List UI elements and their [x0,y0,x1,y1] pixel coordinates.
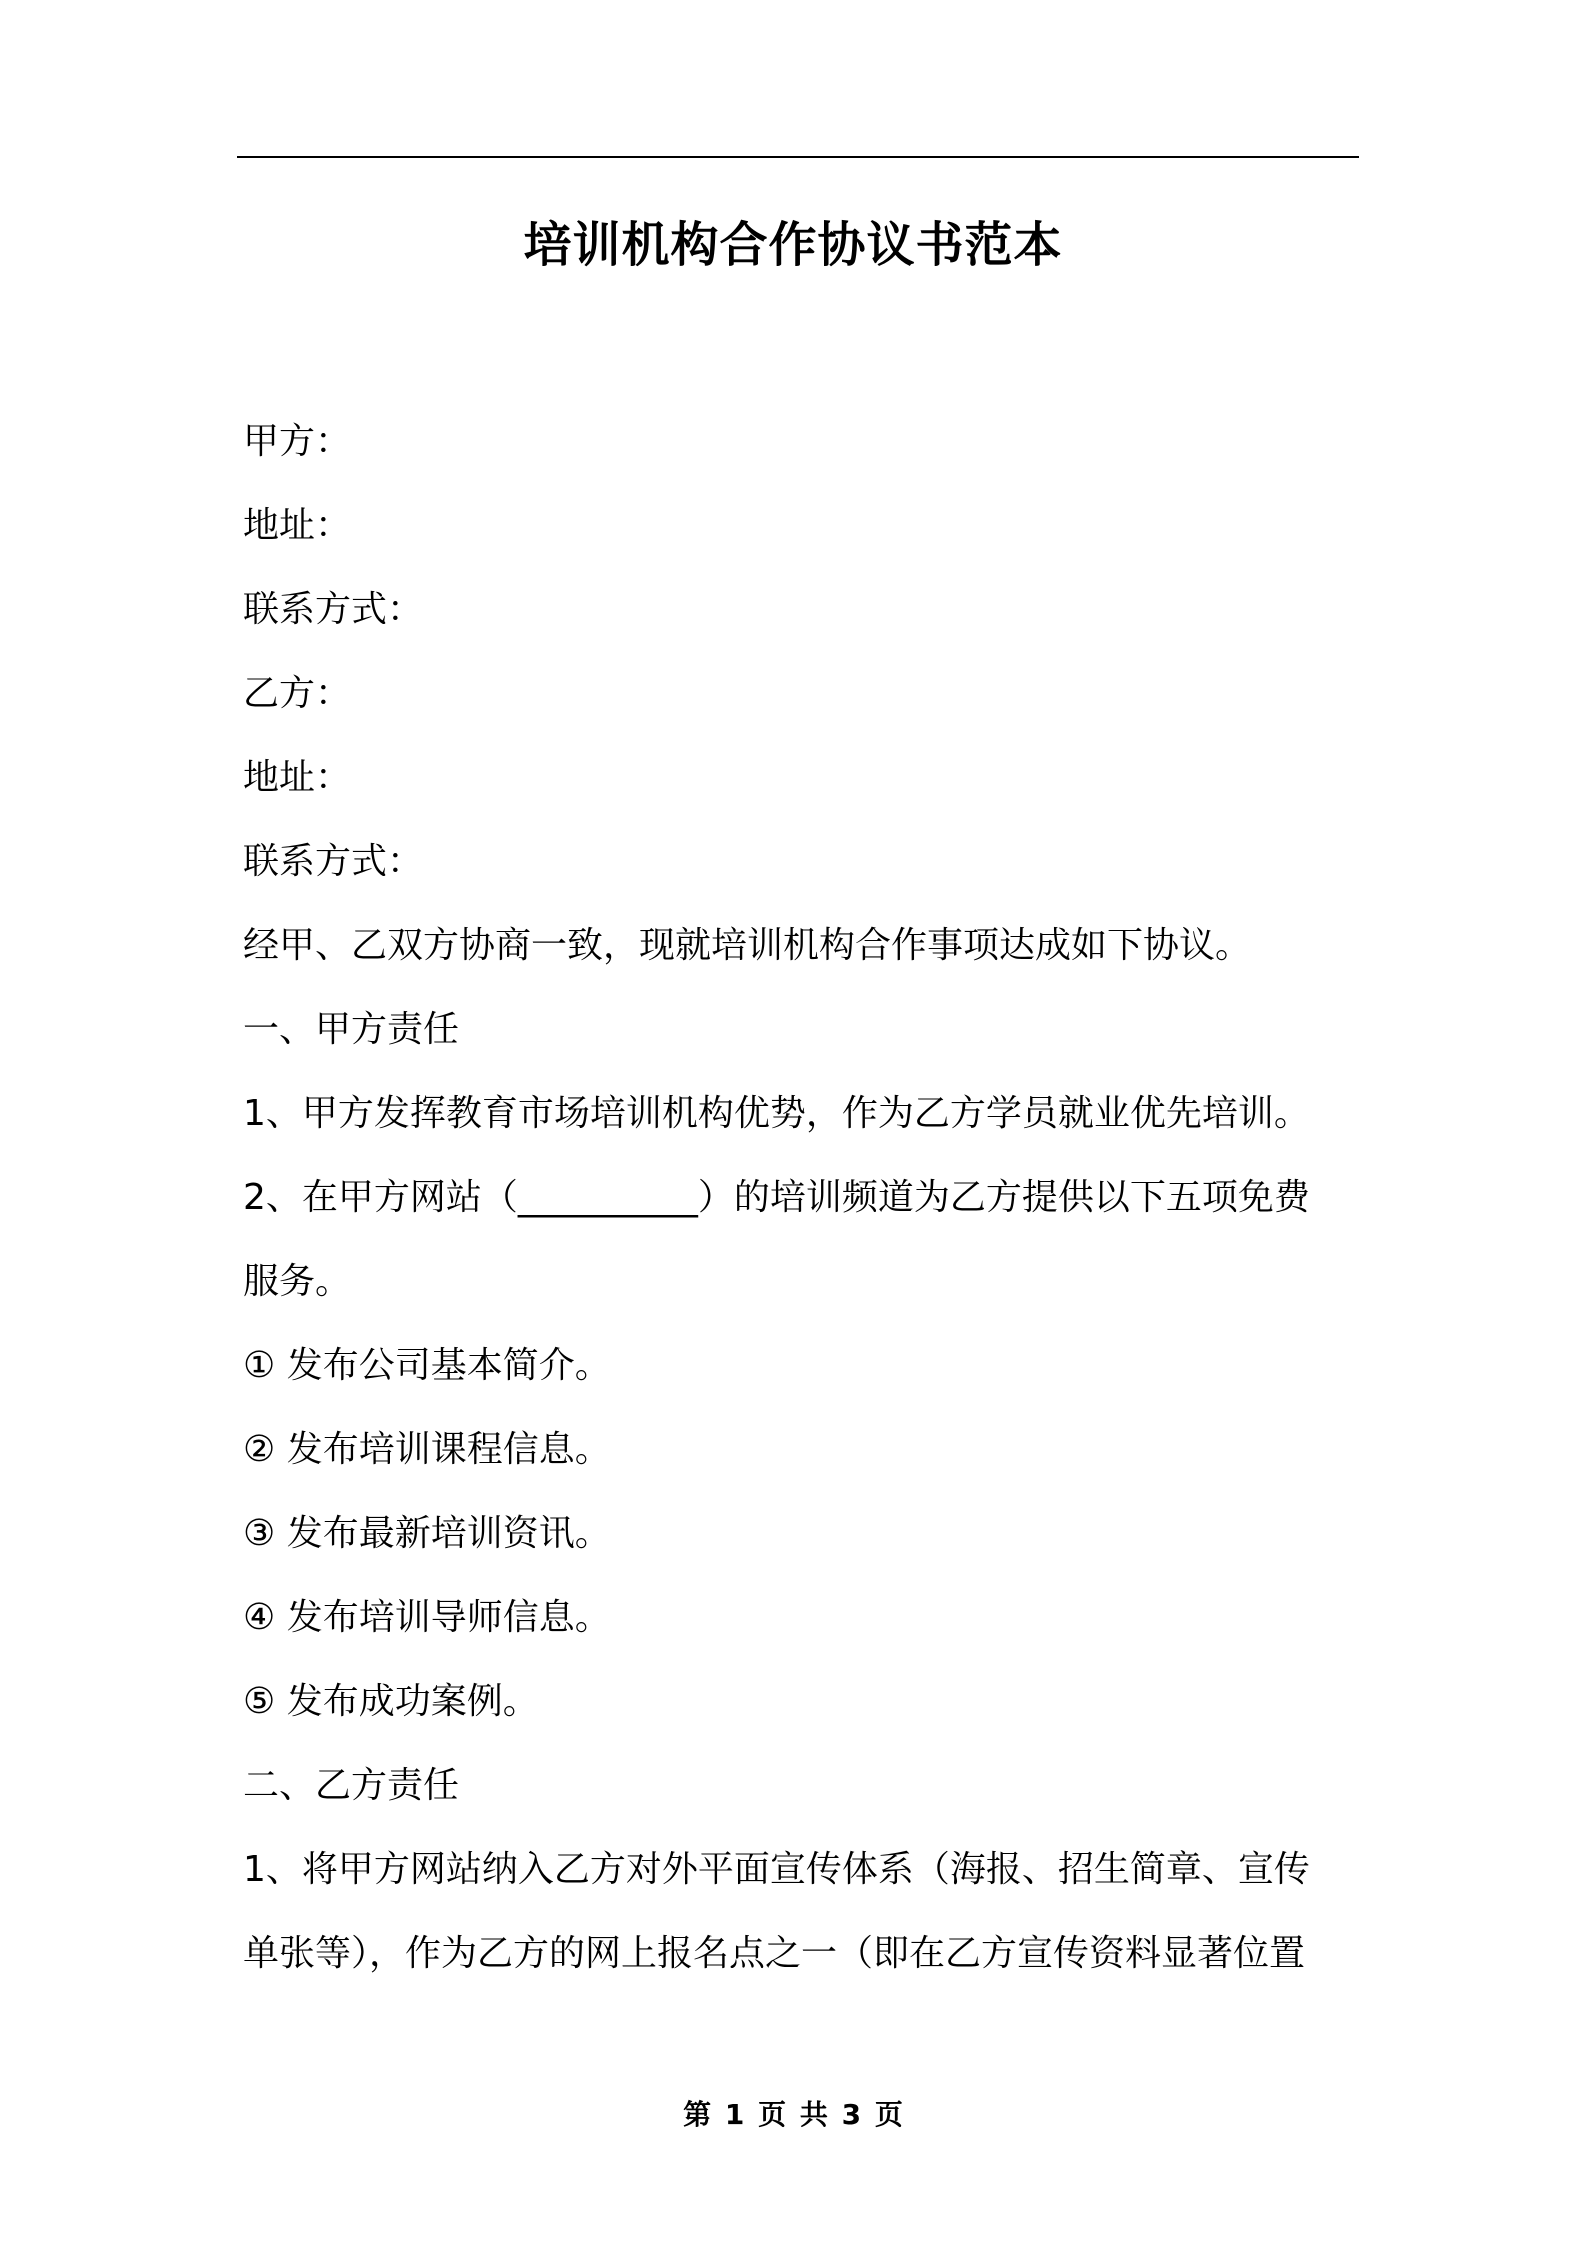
party-b-clause-1: 1、将甲方网站纳入乙方对外平面宣传体系（海报、招生简章、宣传 [243,1849,1310,1890]
party-b-clause-1-continued: 单张等），作为乙方的网上报名点之一（即在乙方宣传资料显著位置 [243,1933,1306,1974]
party-a-contact-label: 联系方式： [243,589,424,630]
party-b-address-label: 地址： [243,757,352,798]
party-b-label: 乙方： [243,673,352,714]
party-a-address-label: 地址： [243,505,352,546]
header-rule [237,156,1359,158]
party-b-contact-label: 联系方式： [243,841,424,882]
document-body [243,400,1358,1996]
party-a-label: 甲方： [243,421,352,462]
party-a-clause-2-continued: 服务。 [243,1261,352,1302]
document-title: 培训机构合作协议书范本 [523,217,1063,273]
service-item-3: ③ 发布最新培训资讯。 [243,1513,611,1554]
section-heading-party-a: 一、甲方责任 [243,1009,460,1050]
party-a-clause-1: 1、甲方发挥教育市场培训机构优势，作为乙方学员就业优先培训。 [243,1093,1310,1134]
service-item-2: ② 发布培训课程信息。 [243,1429,611,1470]
service-item-5: ⑤ 发布成功案例。 [243,1681,539,1722]
service-item-4: ④ 发布培训导师信息。 [243,1597,611,1638]
party-a-clause-2: 2、在甲方网站（__________）的培训频道为乙方提供以下五项免费 [243,1177,1310,1218]
section-heading-party-b: 二、乙方责任 [243,1765,460,1806]
service-item-1: ① 发布公司基本简介。 [243,1345,611,1386]
agreement-intro: 经甲、乙双方协商一致，现就培训机构合作事项达成如下协议。 [243,925,1252,966]
page-footer: 第 1 页 共 3 页 [683,2098,903,2131]
